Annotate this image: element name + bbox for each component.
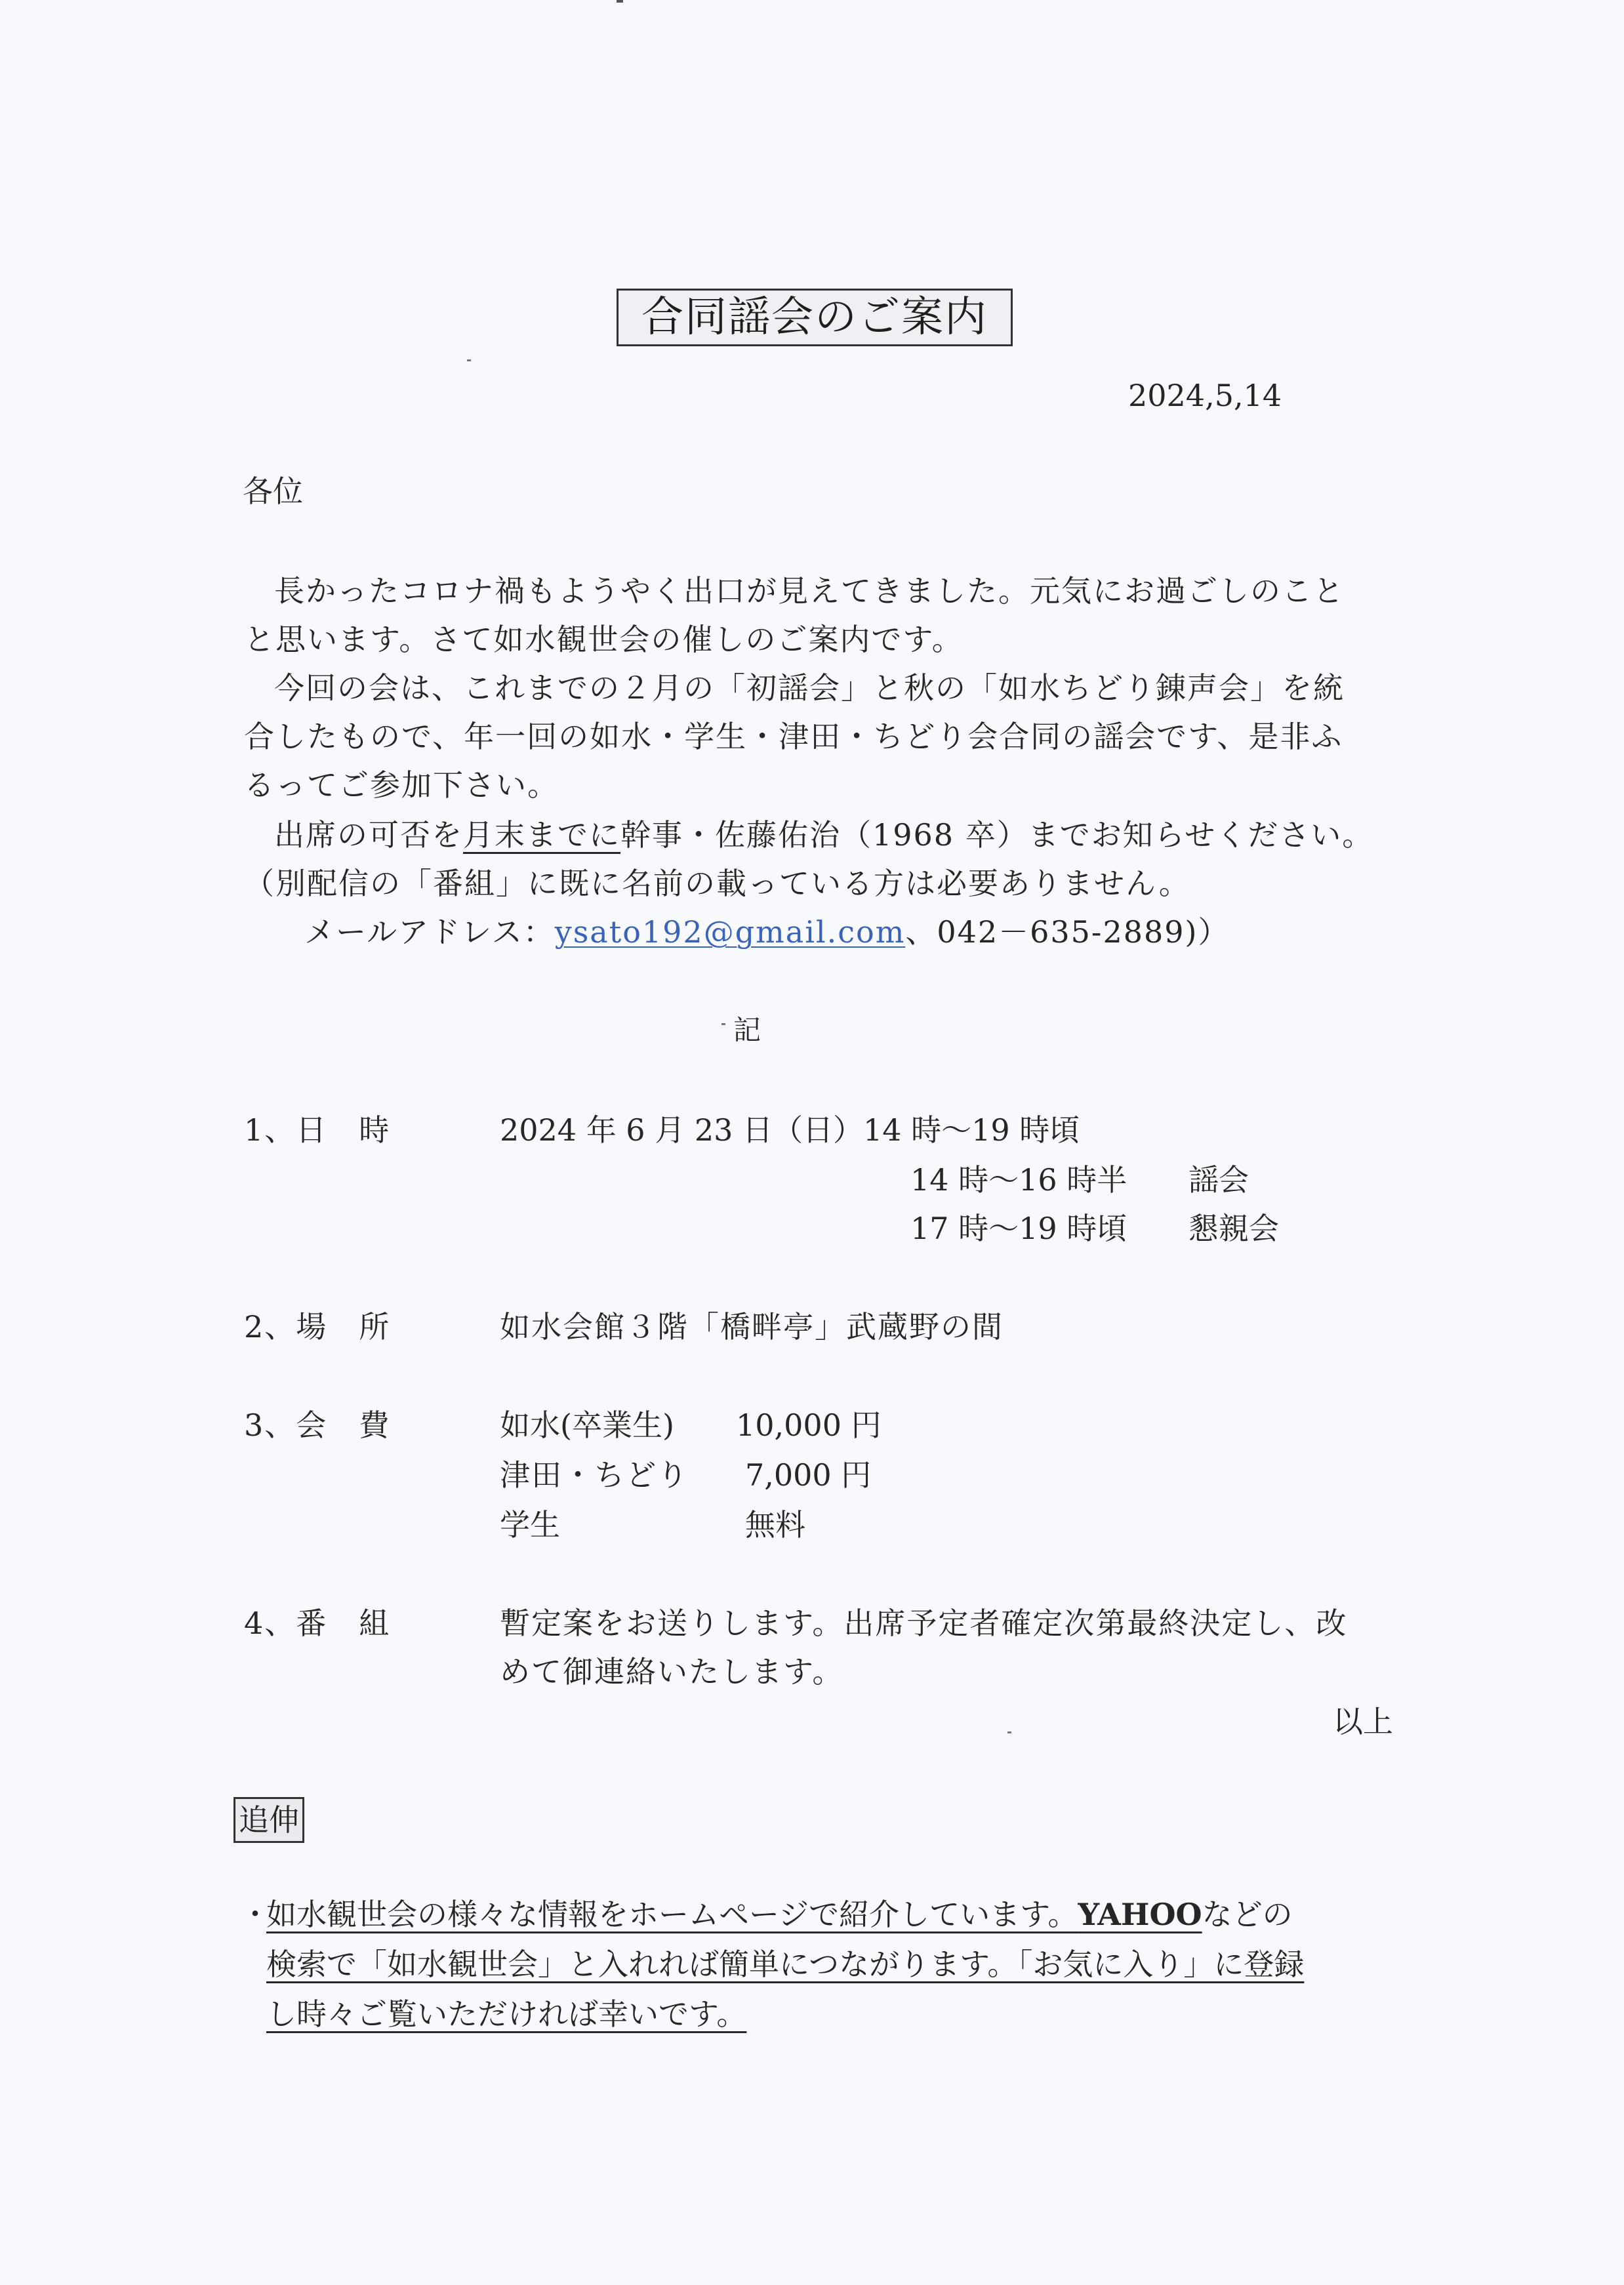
fee-amount-1: 7,000 円 [745,1457,872,1493]
postscript-line-1 [266,1899,1293,1930]
item-1-sub1-event: 謡会 [1188,1162,1249,1198]
postscript-label: 追伸 [239,1802,299,1838]
fee-who-1: 津田・ちどり [500,1457,689,1493]
yahoo-text: YAHOO [1078,1897,1202,1932]
paragraph-4: （別配信の「番組」に既に名前の載っている方は必要ありません。 [244,866,1190,901]
fee-who-0: 如水(卒業生) [500,1407,674,1443]
ki-heading: 記 [733,1014,761,1046]
salutation: 各位 [243,474,303,509]
paragraph-3 [274,817,1374,853]
postscript-line-3: し時々ご覧いただければ幸いです。 [266,1996,747,2032]
mail-label: メールアドレス： [304,914,555,950]
postscript-label-box [233,1797,304,1843]
postscript-line-1-post: などの [1202,1897,1293,1932]
paragraph-2-line-2: 合したもので、年一回の如水・学生・津田・ちどり会合同の謡会です、是非ふ [244,719,1343,754]
postscript-line-1-pre: 如水観世会の様々な情報をホームページで紹介しています。 [266,1897,1078,1932]
item-1-sub2-event: 懇親会 [1188,1211,1279,1246]
item-2-value: 如水会館３階「橋畔亭」武蔵野の間 [500,1309,1004,1345]
postscript-line-2: 検索で「如水観世会」と入れれば簡単につながります。「お気に入り」に登録 [266,1947,1305,1982]
scan-speck [721,1023,725,1025]
title-box [617,289,1013,346]
item-4-line-1: 暫定案をお送りします。出席予定者確定次第最終決定し、改 [500,1606,1348,1641]
item-1-label: 1、日 時 [244,1112,391,1148]
item-2-label: 2、場 所 [244,1309,391,1345]
fee-who-2: 学生 [500,1507,560,1543]
item-4-line-2: めて御連絡いたします。 [500,1654,844,1689]
fee-amount-2: 無料 [745,1507,805,1543]
deadline-underlined: 月末までに [463,817,620,853]
paragraph-2-line-1: 今回の会は、これまでの２月の「初謡会」と秋の「如水ちどり錬声会」を統 [274,670,1345,706]
mail-line [304,914,1230,950]
paragraph-1-line-2: と思います。さて如水観世会の催しのご案内です。 [244,622,964,657]
item-3-label: 3、会 費 [244,1407,391,1443]
document-title: 合同謡会のご案内 [641,293,988,342]
scan-speck [467,359,471,361]
item-1-datetime: 2024 年 6 月 23 日（日）14 時～19 時頃 [500,1112,1080,1148]
paragraph-2-line-3: るってご参加下さい。 [244,767,559,803]
paragraph-3-post: 幹事・佐藤佑治（1968 卒）までお知らせください。 [620,817,1374,853]
email-link[interactable]: ysato192@gmail.com [554,914,906,950]
postscript-bullet: ・ [240,1897,270,1932]
item-4-label: 4、番 組 [244,1606,391,1641]
paragraph-3-pre: 出席の可否を [274,817,463,853]
fee-amount-0: 10,000 円 [736,1407,882,1443]
closing-text: 以上 [1333,1704,1393,1739]
mail-tail: 、042－635-2889)） [905,914,1230,950]
scan-speck [1007,1731,1011,1733]
item-1-sub1-time: 14 時～16 時半 [910,1162,1127,1198]
document-date: 2024,5,14 [1128,378,1282,413]
paragraph-1-line-1: 長かったコロナ禍もようやく出口が見えてきました。元気にお過ごしのこと [274,573,1345,609]
item-1-sub2-time: 17 時～19 時頃 [910,1211,1127,1246]
scan-speck [617,0,623,3]
